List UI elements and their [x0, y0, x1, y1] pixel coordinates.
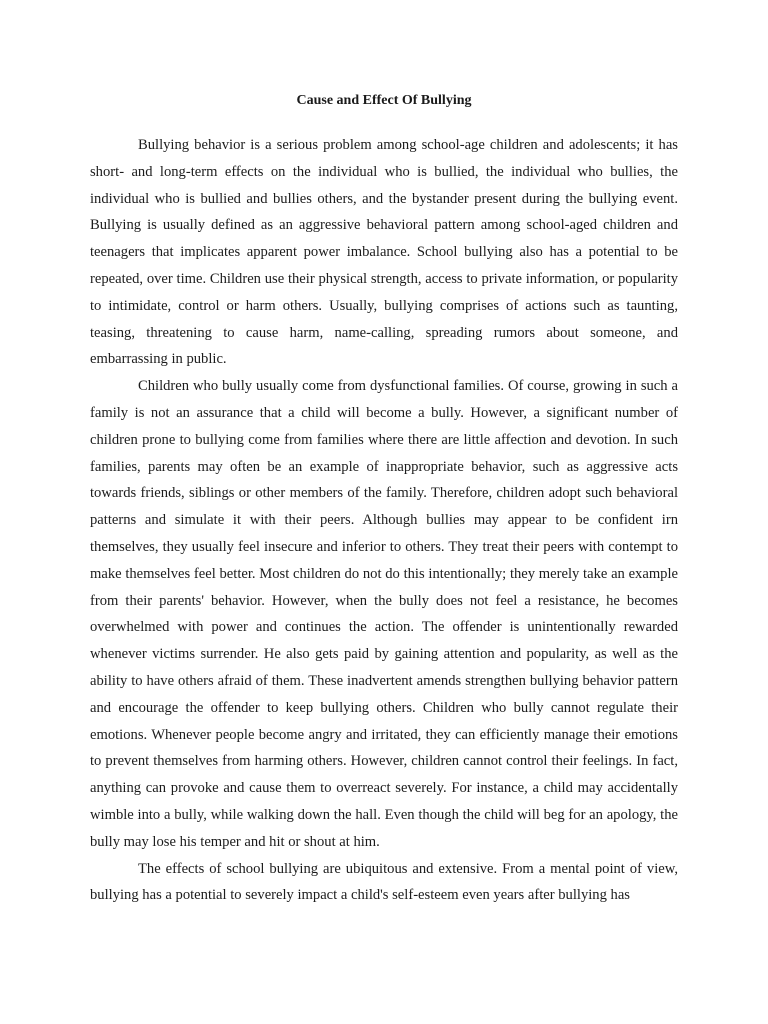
document-title: Cause and Effect Of Bullying	[296, 93, 472, 108]
paragraph-2: Children who bully usually come from dysfunctional families. Of course, growing in such a family is not an assurance that a child will become a bully. However, a significant number of children prone to bullying come from families where there are little affection and devotion. In such families, parents may often be an example of inappropriate behavior, such as aggressive acts towards friends, siblings or other members of the family. Therefore, children adopt such behavioral patterns and simulate it with their peers. Although bullies may appear to be confident irn themselves, they usually feel insecure and inferior to others. They treat their peers with contempt to make themselves feel better. Most children do not do this intentionally; they merely take an example from their parents' behavior. However, when the bully does not feel a resistance, he becomes overwhelmed with power and continues the action. The offender is unintentionally rewarded whenever victims surrender. He also gets paid by gaining attention and popularity, as well as the ability to have others afraid of them. These inadvertent amends strengthen bullying behavior pattern and encourage the offender to keep bullying others. Children who bully cannot regulate their emotions. Whenever people become angry and irritated, they can efficiently manage their emotions to prevent themselves from harming others. However, children cannot control their feelings. In fact, anything can provoke and cause them to overreact severely. For instance, a child may accidentally wimble into a bully, while walking down the hall. Even though the child will beg for an apology, the bully may lose his temper and hit or shout at him.	[90, 378, 678, 850]
paragraph-3: The effects of school bullying are ubiquitous and extensive. From a mental point of view, bullying has a potential to severely impact a child's self-esteem even years after bullying has	[90, 860, 678, 904]
paragraph-1: Bullying behavior is a serious problem among school-age children and adolescents; it has short- and long-term effects on the individual who is bullied, the individual who bullies, the individual who is bullied and bullies others, and the bystander present during the bullying event. Bullying is usually defined as an aggressive behavioral pattern among school-aged children and teenagers that implicates apparent power imbalance. School bullying also has a potential to be repeated, over time. Children use their physical strength, access to private information, or popularity to intimidate, control or harm others. Usually, bullying comprises of actions such as taunting, teasing, threatening to cause harm, name-calling, spreading rumors about someone, and embarrassing in public.	[90, 137, 678, 368]
document-body	[90, 132, 678, 909]
